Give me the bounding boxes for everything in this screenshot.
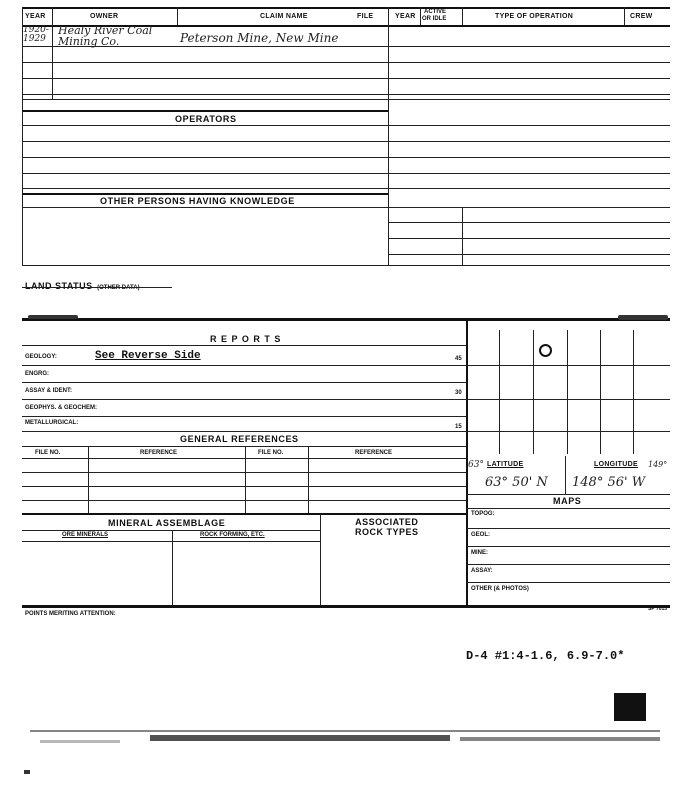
form-number: SP 7015 <box>648 606 668 612</box>
col-divider <box>320 513 321 606</box>
row-line <box>22 157 670 158</box>
report-label-geophys: GEOPHYS. & GEOCHEM: <box>25 405 98 411</box>
row-line <box>22 431 466 432</box>
maps-other: OTHER (& PHOTOS) <box>471 586 529 592</box>
scan-streak <box>460 737 660 741</box>
typed-reference: D-4 #1:4-1.6, 6.9-7.0* <box>466 649 625 663</box>
report-label-assay: ASSAY & IDENT: <box>25 388 73 394</box>
ref-reference-header: REFERENCE <box>140 450 178 456</box>
associated-rock-types-title: ASSOCIATED ROCK TYPES <box>355 517 419 537</box>
col-type-operation-header: TYPE OF OPERATION <box>495 13 574 20</box>
row-line <box>22 188 670 189</box>
other-persons-title: OTHER PERSONS HAVING KNOWLEDGE <box>100 196 295 206</box>
scan-streak <box>30 730 660 732</box>
col-year-header: YEAR <box>25 13 46 20</box>
ref-file-no-header: FILE NO. <box>35 450 61 456</box>
latitude-value: 63° 50' N <box>485 475 548 490</box>
row-line <box>466 528 670 529</box>
land-status-underline <box>22 287 172 288</box>
maps-title: MAPS <box>553 496 582 506</box>
maps-assay: ASSAY: <box>471 568 493 574</box>
row-line <box>22 46 670 47</box>
ref-file-no2-header: FILE NO. <box>258 450 284 456</box>
header-top-rule <box>22 7 670 9</box>
rock-forming-header: ROCK FORMING, ETC. <box>200 532 265 538</box>
maps-mine: MINE: <box>471 550 488 556</box>
entry-owner: Healy River Coal Mining Co. <box>58 24 153 48</box>
row-line <box>22 99 670 100</box>
land-status-title: LAND STATUS (OTHER DATA) <box>25 281 140 291</box>
mineral-assemblage-title: MINERAL ASSEMBLAGE <box>108 518 226 528</box>
points-meriting-label: POINTS MERITING ATTENTION: <box>25 611 116 617</box>
report-label-metallurgical: METALLURGICAL: <box>25 420 79 426</box>
row-line <box>22 530 320 531</box>
bottom-band <box>22 605 670 608</box>
row-line <box>22 173 670 174</box>
scan-mark <box>618 315 668 320</box>
ore-minerals-header: ORE MINERALS <box>62 532 109 538</box>
row-line <box>22 345 466 346</box>
ref-reference2-header: REFERENCE <box>355 450 393 456</box>
grid-line <box>499 330 500 454</box>
col-divider <box>245 446 246 513</box>
col-divider <box>172 530 173 606</box>
scan-streak <box>40 740 120 743</box>
row-line <box>388 238 670 239</box>
row-line <box>22 94 670 95</box>
report-num: 15 <box>455 424 462 430</box>
grid-line <box>466 365 670 366</box>
longitude-value: 148° 56' W <box>572 475 646 490</box>
grid-line <box>567 330 568 454</box>
col-divider <box>462 207 463 265</box>
scan-streak <box>150 735 450 741</box>
other-persons-rule <box>22 193 388 195</box>
general-references-title: GENERAL REFERENCES <box>180 434 299 444</box>
entry-years: 1920- 1929 <box>23 25 49 44</box>
location-circle-marker <box>539 344 552 357</box>
row-line <box>466 582 670 583</box>
row-line <box>22 416 466 417</box>
col-divider <box>420 7 421 25</box>
row-line <box>22 365 466 366</box>
scan-mark <box>28 315 78 319</box>
grid-line <box>466 399 670 400</box>
row-line <box>22 265 670 266</box>
scan-black-block <box>614 693 646 721</box>
col-year2-header: YEAR <box>395 13 416 20</box>
col-owner-header: OWNER <box>90 13 119 20</box>
grid-line <box>600 330 601 454</box>
col-divider <box>565 456 566 494</box>
row-line <box>388 222 670 223</box>
row-line <box>22 207 670 208</box>
latitude-label: LATITUDE <box>487 461 524 468</box>
row-line <box>22 382 466 383</box>
maps-topog: TOPOG: <box>471 511 495 517</box>
row-line <box>22 62 670 63</box>
col-active-header: ACTIVE <box>424 9 447 15</box>
col-divider <box>462 7 463 25</box>
row-line <box>466 494 670 495</box>
grid-line <box>466 431 670 432</box>
col-idle-header: OR IDLE <box>422 16 447 22</box>
reports-top-band <box>22 318 670 321</box>
row-line <box>466 564 670 565</box>
col-divider <box>52 7 53 99</box>
maps-geol: GEOL: <box>471 532 490 538</box>
reports-title: R E P O R T S <box>210 334 282 344</box>
report-label-geology: GEOLOGY: <box>25 354 57 360</box>
scan-speck <box>24 770 30 774</box>
row-line <box>388 254 670 255</box>
col-crew-header: CREW <box>630 13 653 20</box>
row-line <box>22 513 466 515</box>
row-line <box>22 78 670 79</box>
col-divider <box>177 7 178 25</box>
operators-rule <box>22 110 388 112</box>
entry-claim-name: Peterson Mine, New Mine <box>180 31 339 45</box>
row-line <box>22 541 320 542</box>
latitude-prefix: 63° <box>468 460 484 470</box>
row-line <box>22 399 466 400</box>
col-file-header: FILE <box>357 13 374 20</box>
report-num: 30 <box>455 390 462 396</box>
grid-line <box>533 330 534 454</box>
report-num: 45 <box>455 356 462 362</box>
report-value-geology: See Reverse Side <box>95 350 201 362</box>
col-divider <box>308 446 309 513</box>
row-line <box>466 508 670 509</box>
row-line <box>466 546 670 547</box>
report-label-engrg: ENGRG: <box>25 371 49 377</box>
col-claim-name-header: CLAIM NAME <box>260 13 308 20</box>
grid-line <box>633 330 634 454</box>
operators-title: OPERATORS <box>175 114 237 124</box>
col-divider <box>88 446 89 513</box>
col-divider <box>624 7 625 25</box>
longitude-label: LONGITUDE <box>594 461 638 468</box>
longitude-prefix: 149° <box>648 460 668 469</box>
row-line <box>22 125 670 126</box>
row-line <box>22 141 670 142</box>
